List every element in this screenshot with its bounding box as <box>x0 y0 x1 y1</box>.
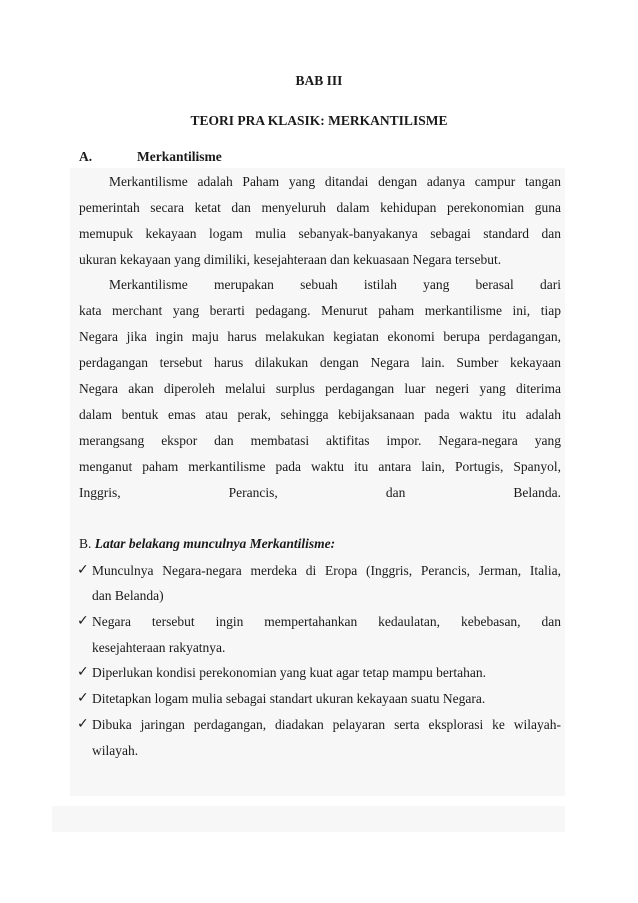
section-b-title: Latar belakang munculnya Merkantilisme: <box>94 536 336 551</box>
paragraph-2-line: menganut paham merkantilisme pada waktu itu antara lain, Portugis, Spanyol, <box>79 459 561 474</box>
section-b-number: B. <box>79 536 92 551</box>
shaded-footer-strip <box>52 806 565 832</box>
bullet-line: Ditetapkan logam mulia sebagai standart ukuran kekayaan suatu Negara. <box>92 691 486 706</box>
bullet-line: dan Belanda) <box>92 588 164 603</box>
paragraph-2-line: Inggris, Perancis, dan Belanda. <box>79 485 561 500</box>
paragraph-1-line: ukuran kekayaan yang dimiliki, kesejahteraan dan kekuasaan Negara tersebut. <box>79 252 502 267</box>
checkmark-icon: ✓ <box>77 690 89 706</box>
bullet-line: Negara tersebut ingin mempertahankan kedaulatan, kebebasan, dan <box>92 614 561 629</box>
paragraph-2-line: Negara jika ingin maju harus melakukan kegiatan ekonomi berupa perdagangan, <box>79 329 561 344</box>
chapter-label: BAB III <box>295 73 343 88</box>
chapter-title: TEORI PRA KLASIK: MERKANTILISME <box>190 113 448 128</box>
section-b-heading <box>79 535 335 552</box>
paragraph-2-line: dalam bentuk emas atau perak, sehingga kebijaksanaan pada waktu itu adalah <box>79 407 561 422</box>
bullet-line: wilayah. <box>92 743 139 758</box>
section-a-title: Merkantilisme <box>137 149 222 164</box>
paragraph-1-line: Merkantilisme adalah Paham yang ditandai dengan adanya campur tangan <box>109 174 561 189</box>
bullet-line: Munculnya Negara-negara merdeka di Eropa (Inggris, Perancis, Jerman, Italia, <box>92 563 561 578</box>
paragraph-2-line: kata merchant yang berarti pedagang. Menurut paham merkantilisme ini, tiap <box>79 303 561 318</box>
paragraph-1-line: memupuk kekayaan logam mulia sebanyak-banyakanya sebagai standard dan <box>79 226 561 241</box>
paragraph-2-line: perdagangan tersebut harus dilakukan dengan Negara lain. Sumber kekayaan <box>79 355 561 370</box>
paragraph-2-line: Merkantilisme merupakan sebuah istilah yang berasal dari <box>109 277 561 292</box>
checkmark-icon: ✓ <box>77 664 89 680</box>
section-a-number: A. <box>79 149 93 164</box>
paragraph-1-line: pemerintah secara ketat dan menyeluruh dalam kehidupan perekonomian guna <box>79 200 561 215</box>
bullet-line: Dibuka jaringan perdagangan, diadakan pelayaran serta eksplorasi ke wilayah- <box>92 717 561 732</box>
paragraph-2-line: merangsang ekspor dan membatasi aktifitas impor. Negara-negara yang <box>79 433 561 448</box>
checkmark-icon: ✓ <box>77 613 89 629</box>
bullet-line: kesejahteraan rakyatnya. <box>92 640 226 655</box>
paragraph-2-line: Negara akan diperoleh melalui surplus perdagangan luar negeri yang diterima <box>79 381 561 396</box>
checkmark-icon: ✓ <box>77 716 89 732</box>
checkmark-icon: ✓ <box>77 562 89 578</box>
bullet-line: Diperlukan kondisi perekonomian yang kuat agar tetap mampu bertahan. <box>92 665 486 680</box>
